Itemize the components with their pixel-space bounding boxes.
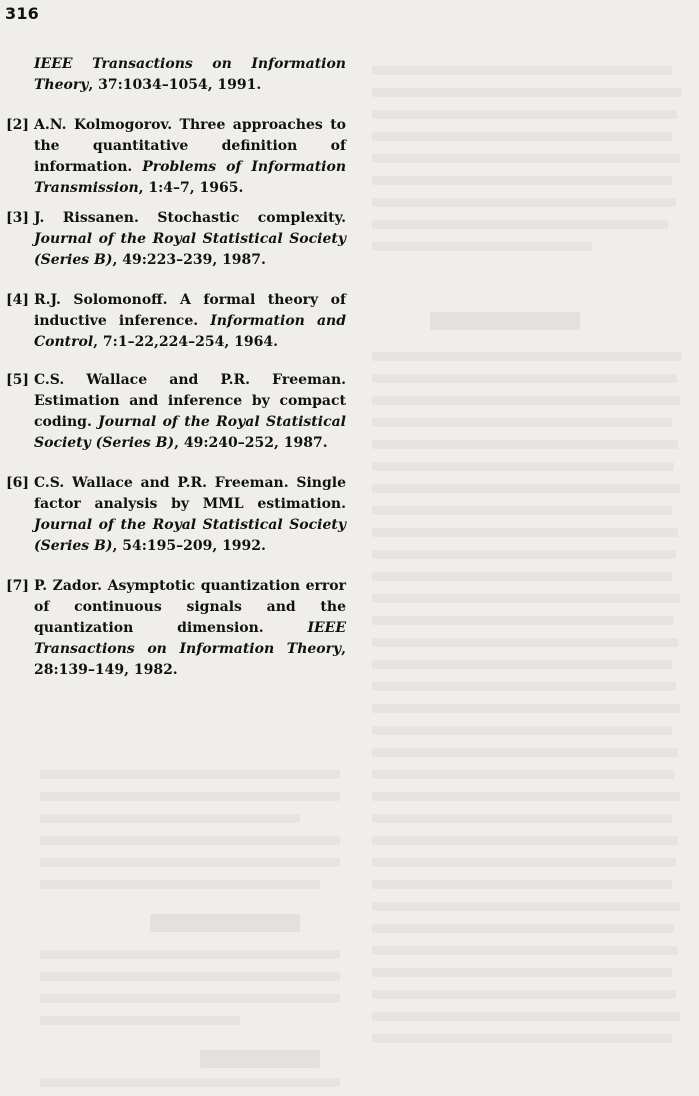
reference-entry xyxy=(6,473,346,557)
reference-text xyxy=(34,473,346,557)
reference-venue: IEEE Transactions on Information Theory xyxy=(34,56,346,93)
reference-number: [5] xyxy=(6,372,29,388)
reference-text xyxy=(34,208,346,271)
reference-details: , 28:139–149, 1982. xyxy=(34,641,346,678)
reference-details: , 49:240–252, 1987. xyxy=(174,435,328,451)
reference-text xyxy=(34,370,346,454)
reference-venue: Journal of the Royal Statistical Society (Series B) xyxy=(34,231,346,268)
reference-title: Three approaches to the quantitative definition of information. xyxy=(34,117,347,175)
reference-text xyxy=(34,54,346,96)
reference-authors: C.S. Wallace and P.R. Freeman. xyxy=(34,475,289,491)
reference-details: , 54:195–209, 1992. xyxy=(112,538,266,554)
reference-venue: Journal of the Royal Statistical Society (Series B) xyxy=(34,517,346,554)
reference-title: Estimation and inference by compact coding. xyxy=(34,393,346,430)
reference-entry xyxy=(6,290,346,353)
reference-title: Asymptotic quantization error of continuous signals and the quantization dimension. xyxy=(34,578,346,636)
reference-details: , 7:1–22,224–254, 1964. xyxy=(93,334,278,350)
page-number: 316 xyxy=(5,4,39,23)
reference-authors: P. Zador. xyxy=(34,578,103,594)
reference-authors: R.J. Solomonoff. xyxy=(34,292,168,308)
reference-venue: Journal of the Royal Statistical Society (Series B) xyxy=(34,414,346,451)
reference-entry xyxy=(6,54,346,96)
reference-authors: J. Rissanen. xyxy=(34,210,139,226)
reference-authors: C.S. Wallace and P.R. Freeman. xyxy=(34,372,346,388)
reference-details: , 37:1034–1054, 1991. xyxy=(88,77,262,93)
reference-text xyxy=(34,115,346,199)
reference-entry xyxy=(6,576,346,681)
reference-number: [3] xyxy=(6,210,29,226)
reference-text xyxy=(34,576,346,681)
reference-text xyxy=(34,290,346,353)
reference-authors: A.N. Kolmogorov. xyxy=(34,117,173,133)
reference-venue: Information and Control xyxy=(34,313,346,350)
reference-entry xyxy=(6,208,346,271)
reference-number: [6] xyxy=(6,475,29,491)
reference-number: [2] xyxy=(6,117,29,133)
reference-details: , 1:4–7, 1965. xyxy=(138,180,244,196)
reference-title: Single factor analysis by MML estimation. xyxy=(34,475,347,512)
reference-entry xyxy=(6,115,346,199)
reference-number: [4] xyxy=(6,292,29,308)
reference-title: Stochastic complexity. xyxy=(138,210,346,226)
reference-venue: IEEE Transactions on Information Theory xyxy=(34,620,346,657)
reference-number: [7] xyxy=(6,578,29,594)
reference-details: , 49:223–239, 1987. xyxy=(112,252,266,268)
reference-entry xyxy=(6,370,346,454)
reference-title: A formal theory of inductive inference. xyxy=(34,292,347,329)
reference-venue: Problems of Information Transmission xyxy=(34,159,347,196)
